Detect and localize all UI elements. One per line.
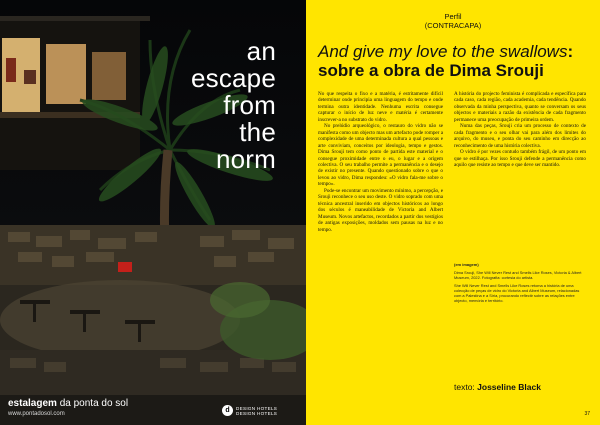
- section-kicker: [306, 12, 600, 30]
- design-hotels-text: [236, 406, 277, 416]
- col2-paragraph: O vidro é por vezes contudo também frágil, de um ponto em que se estilhaça. Por isso Srouji defende a permanência como aquilo que resiste ao tempo e que deve ser mantido.: [454, 149, 586, 168]
- hotel-url: www.pontadosol.com: [8, 411, 65, 417]
- title-colon: :: [567, 42, 574, 61]
- page-number: 37: [584, 411, 590, 417]
- article-subtitle: [318, 61, 596, 80]
- col2-paragraph: Numa das peças, Srouji cria um processo de contexto de cada fragmento e o seu olhar vai para além dos limites do arquivo, do museu, e ponta do seu caminho em direcção ao reconhecimento de uma história colectiva.: [454, 123, 586, 149]
- caption-text: Dima Srouji, She Will Never Rest and Smells Like Roses, Victoria & Albert Museum, 2022. Fotografia: cortesia do artista.: [454, 270, 582, 280]
- design-hotels-logo: [222, 405, 277, 416]
- logo-line-1: DESIGN HOTELS: [236, 405, 278, 411]
- kicker-line-1: Perfil: [444, 12, 462, 21]
- article-column-1: [318, 91, 443, 233]
- hotel-brand-name: [8, 398, 128, 409]
- right-page-article: [306, 0, 600, 425]
- caption-heading: (em imagem): [454, 262, 479, 267]
- hotel-brand-block: [8, 398, 128, 417]
- author-name: Josseline Black: [477, 382, 541, 392]
- tagline-line-1: an: [246, 36, 276, 66]
- col2-paragraph: A história do projecto feminista é complicada e específica para cada caso, cada região, cada academia, cada tendência. Quando observada da minha perspectiva, quanto se conversam os seus objectos e materiais a razão da existência de cada fragmento permanece uma preocupação de primeira ordem.: [454, 91, 586, 123]
- article-title: [318, 42, 596, 80]
- byline-label: texto:: [454, 382, 478, 392]
- tagline-line-4: the: [239, 117, 276, 147]
- image-caption: [454, 262, 586, 306]
- tagline-line-2: escape: [190, 63, 276, 93]
- col1-paragraph: Pode-se encontrar um movimento mínimo, a percepção, e Srouji reconhece o seu uso deste. O vidro soprado com uma técnica ancestral inserido em objectos históricos ao longo dos séculos é maneabilidade de Victoria and Albert Museum. Novos artefactos, recordados a partir dos vestígios de antigas exposições, moldados sem pausas na luz e no tempo.: [318, 187, 443, 233]
- tagline-line-5: norm: [215, 144, 276, 174]
- article-column-2: [454, 91, 586, 168]
- brand-bold: estalagem: [8, 398, 57, 409]
- design-hotels-icon: d: [222, 405, 233, 416]
- kicker-line-2: (CONTRACAPA): [424, 21, 482, 30]
- brand-rest: da ponta do sol: [56, 398, 129, 409]
- tagline-line-3: from: [223, 90, 276, 120]
- artist-name: Dima Srouji: [449, 61, 544, 80]
- hotel-tagline: [191, 38, 276, 173]
- author-byline: [454, 382, 541, 392]
- subtitle-start: sobre a obra de: [318, 61, 450, 80]
- caption-text: She Will Never Rest and Smells Like Roses retoma a história de uma colecção de peças de vidro do Victoria and Albert Museum, relacionadas com a Palestina e a Síria, procurando reflectir sobre as relações entre objecto, memória e território.: [454, 283, 580, 303]
- title-italic: And give my love to the swallows: [318, 42, 568, 61]
- logo-line-2: DESIGN HOTELS: [236, 410, 278, 416]
- col1-paragraph: No prelúdio arqueológico, o restauro do vidro não se manifesta como um objecto mas um artefacto pode romper a complexidade de uma determinada cultura a qual pessoas e arte conviviam, conceitos por ideologia, tempo e gestos. Dima Srouji tem como ponto de partida este material e o consegue proximidade entre o eu, o lugar e a origem colectiva. O seu trabalho permite a permanência e o desejo de existir no presente. Quando questionado sobre o que o levou ao vidro, Dima respondeu: «O vidro fala-me sobre o tempo».: [318, 123, 443, 188]
- col1-paragraph: No que respeita o fixo e a matéria, é estritamente difícil determinar onde principia uma linguagem do tempo e onde termina outra identidade. Nenhuma escrita consegue capturar o início de luz neve e matéria é certamente inscrever-a no substrato do vidro.: [318, 91, 443, 123]
